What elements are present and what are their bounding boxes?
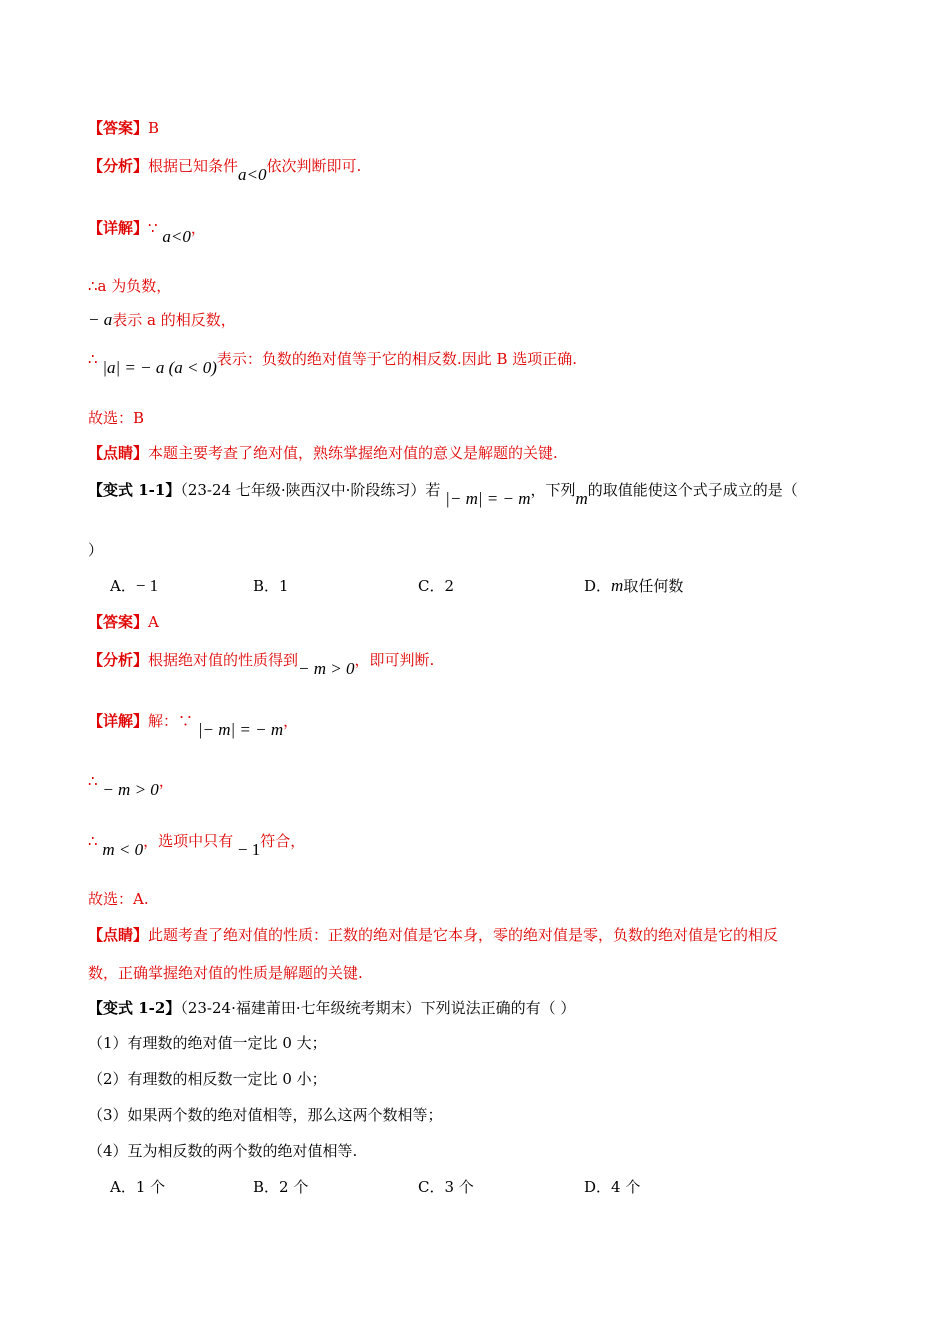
analysis2-tag: 【分析】 [88,651,149,669]
variant2-option-d [584,1177,640,1197]
analysis-formula: a<0 [238,165,267,184]
step2-2-line [88,831,306,859]
therefore-symbol: ∴ [88,350,98,368]
variant2-option-b [253,1177,308,1197]
detail2-formula: |− m| = − m [197,720,284,739]
variant1-text-mid: ，下列 [530,481,576,499]
step-abs-text: 表示：负数的绝对值等于它的相反数.因此 B 选项正确. [216,350,578,368]
statement-2 [88,1069,327,1089]
detail-tag: 【详解】 [88,219,149,237]
variant1-close [88,540,103,560]
choose-text: 故选：B [88,409,145,427]
variant1-close-paren: ） [88,541,104,559]
variant1-var-m: m [575,489,588,508]
answer-value: B [148,119,160,137]
option-c-value: 2 [444,577,455,595]
option-d-suffix: 取任何数 [623,577,684,595]
step2-2-formula2: − 1 [237,840,261,859]
detail2-comma: ， [283,712,299,730]
statement-1 [88,1033,327,1053]
variant1-tag: 【变式 1-1】 [88,481,181,499]
choose2-text: 故选：A. [88,890,149,908]
step2-1-line [88,771,174,799]
option-a-value: − 1 [135,576,159,595]
step2-2-formula: m < 0 [102,840,144,859]
option-d-value: m [611,576,624,595]
detail2-tag: 【详解】 [88,712,149,730]
v2-option-d-label: D． [584,1178,612,1196]
analysis-text-pre: 根据已知条件 [148,157,239,175]
variant1-option-c [418,576,454,596]
comment-line [88,443,558,463]
comment2-tag: 【点睛】 [88,926,149,944]
answer-tag: 【答案】 [88,119,149,137]
therefore2-1-symbol: ∴ [88,772,98,790]
variant1-text-post: 的取值能使这个式子成立的是（ [587,481,798,499]
step2-2-post: 符合， [260,832,306,850]
statement-1-text: （1）有理数的绝对值一定比 0 大； [88,1034,327,1052]
v2-option-c-label: C． [418,1178,445,1196]
step-abs-line [88,349,578,377]
step-opposite-line [88,310,236,330]
statement-4-text: （4）互为相反数的两个数的绝对值相等. [88,1142,358,1160]
answer-line [88,118,159,138]
choose-line [88,408,144,428]
option-a-label: A． [110,577,136,595]
analysis-tag: 【分析】 [88,157,149,175]
comment-tag: 【点睛】 [88,444,149,462]
detail2-line [88,711,299,739]
variant2-tag: 【变式 1-2】 [88,999,181,1017]
detail2-text-pre: 解：∵ [148,712,194,730]
step-opposite-text: 表示 a 的相反数， [112,311,236,329]
step2-1-comma: ， [158,772,174,790]
step2-1-formula: − m > 0 [102,780,159,799]
analysis2-text-pre: 根据绝对值的性质得到 [148,651,299,669]
analysis2-text-post: ，即可判断. [354,651,435,669]
option-d-label: D． [584,577,612,595]
analysis2-line [88,650,435,678]
comment2-text-line2: 数，正确掌握绝对值的性质是解题的关键. [88,964,363,982]
answer2-line [88,612,159,632]
v2-option-a-label: A． [110,1178,136,1196]
comment2-text-line1: 此题考查了绝对值的性质：正数的绝对值是它本身，零的绝对值是零，负数的绝对值是它的相反 [148,926,779,944]
step-abs-formula: |a| = − a (a < 0) [102,358,217,377]
variant1-option-a [110,576,158,596]
step-negative-text: ∴a 为负数， [88,277,172,295]
variant2-text: （23-24·福建莆田·七年级统考期末）下列说法正确的有（ ） [180,999,576,1017]
variant2-question [88,998,575,1018]
because-symbol: ∵ [148,219,158,237]
statement-2-text: （2）有理数的相反数一定比 0 小； [88,1070,327,1088]
answer2-tag: 【答案】 [88,613,149,631]
comment2-line1 [88,925,778,945]
detail-line [88,218,206,246]
statement-3-text: （3）如果两个数的绝对值相等，那么这两个数相等； [88,1106,443,1124]
detail-comma: ， [190,219,206,237]
step2-2-text: ，选项中只有 [143,832,234,850]
comment-text: 本题主要考查了绝对值，熟练掌握绝对值的意义是解题的关键. [148,444,558,462]
variant2-option-c [418,1177,474,1197]
v2-option-b-value: 2 个 [279,1178,309,1196]
comment2-line2 [88,963,363,983]
variant2-option-a [110,1177,165,1197]
step-negative-line [88,276,171,296]
v2-option-b-label: B． [253,1178,280,1196]
statement-3 [88,1105,443,1125]
option-c-label: C． [418,577,445,595]
variant1-source: （23-24 七年级·陕西汉中·阶段练习）若 [180,481,441,499]
v2-option-d-value: 4 个 [611,1178,641,1196]
step-opposite-formula: − a [88,310,113,329]
therefore2-2-symbol: ∴ [88,832,98,850]
variant1-formula: |− m| = − m [445,489,531,508]
choose2-line [88,889,149,909]
v2-option-c-value: 3 个 [444,1178,474,1196]
analysis-line [88,156,362,184]
variant1-option-b [253,576,289,596]
variant1-option-d [584,576,683,596]
v2-option-a-value: 1 个 [135,1178,166,1196]
answer2-value: A [148,613,159,631]
option-b-label: B． [253,577,280,595]
variant1-question [88,480,798,508]
analysis-text-post: 依次判断即可. [266,157,362,175]
statement-4 [88,1141,357,1161]
detail-formula: a<0 [162,227,191,246]
analysis2-formula: − m > 0 [298,659,355,678]
option-b-value: 1 [279,577,289,595]
